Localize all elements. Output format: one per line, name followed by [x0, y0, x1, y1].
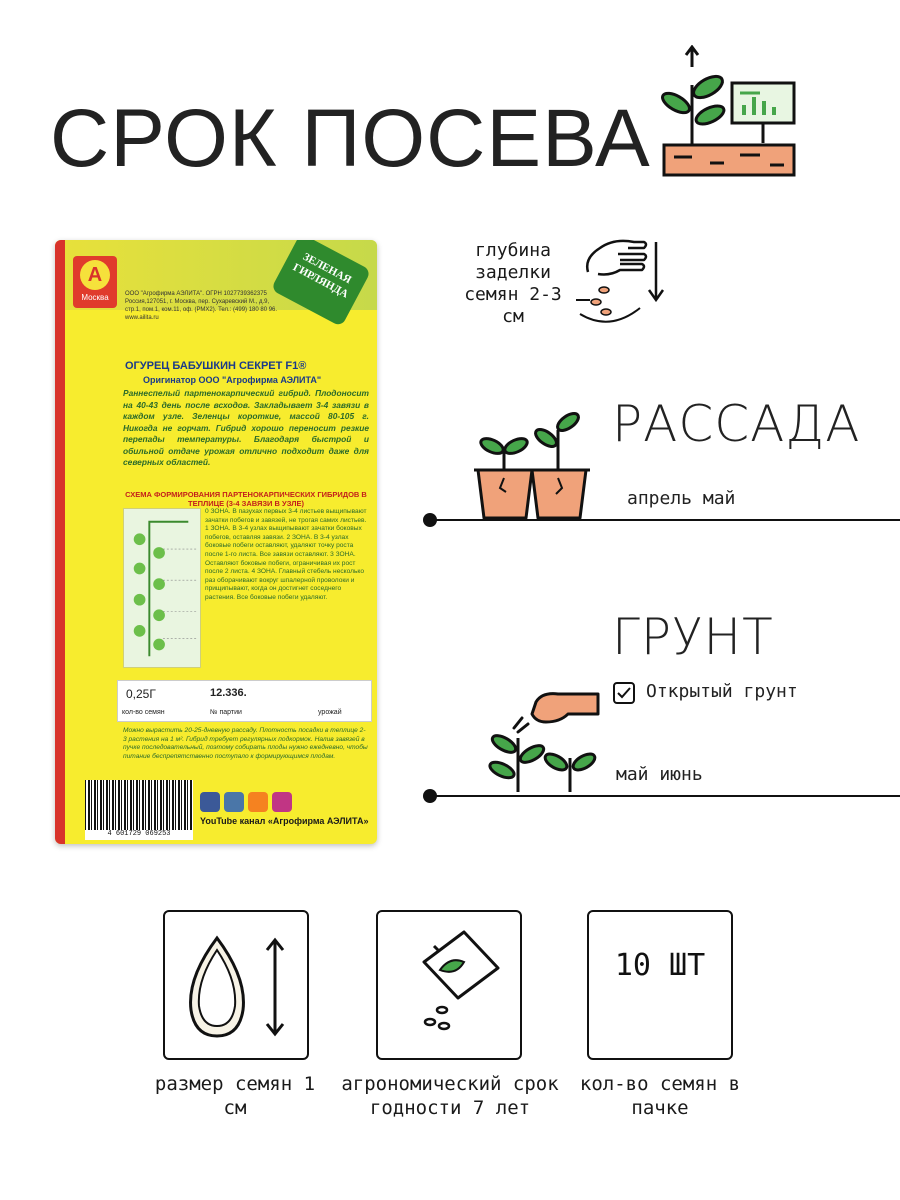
seedlings-title: РАССАДА [612, 395, 861, 453]
vk-icon [224, 792, 244, 812]
ground-months: май июнь [616, 764, 703, 785]
shelf-life-caption: агрономический срок годности 7 лет [341, 1073, 559, 1119]
scheme-title: СХЕМА ФОРМИРОВАНИЯ ПАРТЕНОКАРПИЧЕСКИХ ГИБРИДОВ В ТЕПЛИЦЕ (3-4 ЗАВЯЗИ В УЗЛЕ) [125, 490, 367, 508]
packet-red-edge [55, 240, 65, 844]
scheme-text: 0 ЗОНА. В пазухах первых 3-4 листьев выщипывают зачатки побегов и завязей, не трогая самих листьев. 1 ЗОНА. В 3-4 узлах выщипывают зачатки боковых побегов, оставляя завязи. 2 ЗОНА. В 3-4 узлах боковые побеги оставляют, удаляют точку роста после 1-го листа. Все завязи оставляют. 3 ЗОНА. Оставляют боковые побеги, ограничивая их рост после 2 листа. 4 ЗОНА. Главный стебель несколько раз оборачивают вокруг шпалерной проволоки и прищипывают, когда он достигнет соседнего растения. Все боковые побеги удаляют. [205, 508, 367, 601]
brand-logo-city: Москва [81, 293, 109, 302]
packet-fields [117, 680, 372, 722]
seed-size-icon [179, 928, 297, 1046]
field-label-batch: № партии [210, 709, 242, 716]
ground-type: Открытый грунт [646, 681, 798, 702]
checkbox-checked-icon [612, 681, 636, 705]
seed-count-value: 10 ШТ [614, 948, 706, 983]
field-label-count: кол-во семян [122, 709, 165, 716]
seedlings-months: апрель май [627, 488, 736, 509]
batch-number: 12.336. [210, 687, 247, 699]
social-icons [200, 792, 292, 812]
seed-bag-icon [394, 922, 504, 1048]
growing-note: Можно вырастить 20-25-дневную рассаду. Плотность посадки в теплице 2-3 растения на 1 м². Гибрид требует регулярных подкормок. Налив завязей в пучке последовательный, поэтому собирать плоды нужно ежедневно, чтобы питание беспрепятственно поступало к формирующимся плодам. [123, 727, 368, 760]
product-description: Раннеспелый партенокарпический гибрид. Плодоносит на 40-43 день после всходов. Закладывает 3-4 завязи в каждом узле. Зеленцы короткие, массой 80-105 г. Никогда не горчат. Гибрид хорошо переносит резкие перепады температуры. Благодаря быстрой и обильной отдаче урожая отлично подходит даже для северных областей. [123, 388, 369, 467]
hand-sowing-icon [570, 232, 670, 328]
barcode-number: 4 601729 069253 [85, 830, 193, 840]
product-name: ОГУРЕЦ БАБУШКИН СЕКРЕТ F1® [125, 360, 307, 372]
company-info: ООО "Агрофирма АЭЛИТА". ОГРН 1027739362375 Россия,127051, г. Москва, пер. Сухаревский М., д.9, стр.1, пом.1, ком.11, оф. (РМХ2). Тел.: (499) 180 80 96. www.ailita.ru [125, 291, 278, 321]
brand-logo [73, 256, 117, 308]
youtube-channel: YouTube канал «Агрофирма АЭЛИТА» [200, 816, 369, 826]
brand-logo-letter: А [80, 260, 110, 290]
seed-size-card [163, 910, 309, 1060]
instagram-icon [272, 792, 292, 812]
seed-weight: 0,25Г [126, 687, 156, 701]
seed-packet-image [55, 240, 377, 844]
plant-monitor-icon [660, 45, 800, 180]
seedling-pots-icon [470, 408, 600, 520]
sowing-depth-label: глубина заделки семян 2-3 см [464, 240, 562, 327]
originator: Оригинатор ООО "Агрофирма АЭЛИТА" [143, 375, 322, 385]
timeline-line-ground [430, 795, 900, 797]
field-label-harvest: урожай [318, 709, 342, 716]
shelf-life-card [376, 910, 522, 1060]
timeline-line-seedlings [430, 519, 900, 521]
hand-planting-icon [478, 688, 603, 796]
page-title: СРОК ПОСЕВА [50, 93, 651, 184]
seed-size-caption: размер семян 1 см [154, 1073, 316, 1119]
cucumber-scheme-illustration [123, 508, 201, 668]
series-badge: ЗЕЛЕНАЯ ГИРЛЯНДА [271, 240, 372, 327]
odnoklassniki-icon [248, 792, 268, 812]
ground-title: ГРУНТ [612, 608, 774, 666]
seed-count-card [587, 910, 733, 1060]
facebook-icon [200, 792, 220, 812]
seed-count-caption: кол-во семян в пачке [579, 1073, 741, 1119]
